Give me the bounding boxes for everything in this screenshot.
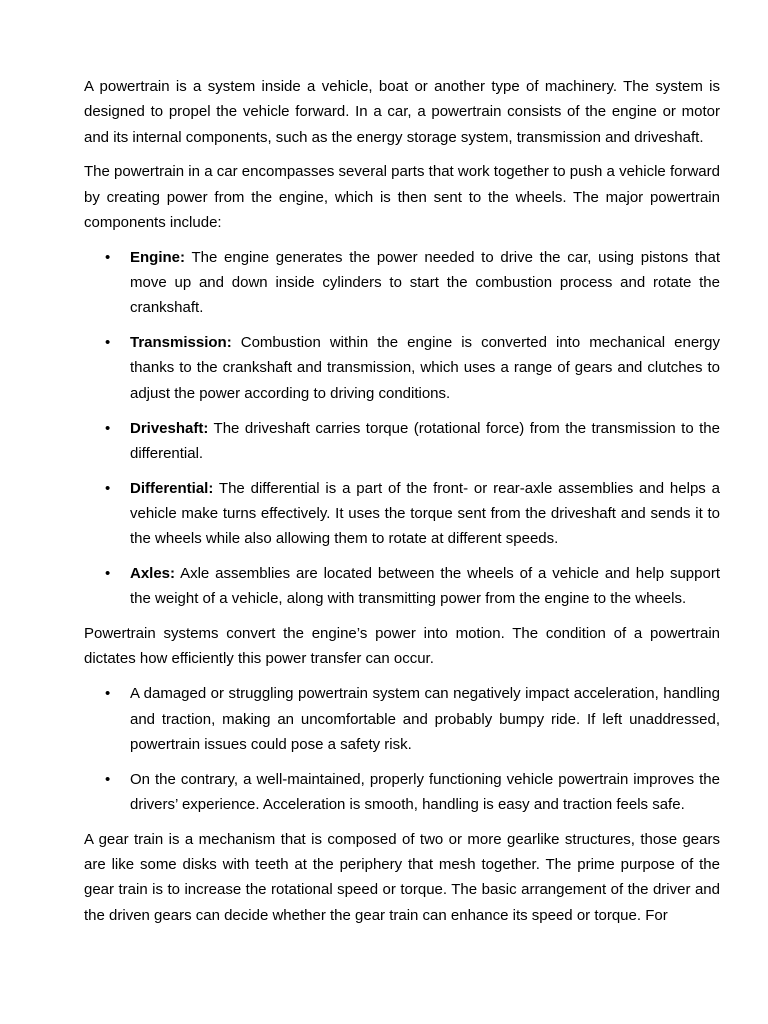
bullet-icon: • (105, 248, 111, 266)
description-engine: The engine generates the power needed to drive the car, using pistons that move up and down inside cylinders to start the combustion process and rotate the crankshaft. (130, 248, 720, 317)
term-axles: Axles: (130, 565, 176, 583)
description-driveshaft: The driveshaft carries torque (rotational force) from the transmission to the differential. (130, 419, 720, 462)
bullet-icon: • (105, 334, 111, 352)
components-intro-paragraph: The powertrain in a car encompasses several parts that work together to push a vehicle forward by creating power from the engine, which is then sent to the wheels. The major powertrain components include: (84, 163, 720, 231)
bullet-icon: • (105, 419, 111, 437)
list-item-axles (84, 561, 720, 612)
bullet-icon: • (105, 685, 111, 703)
document-page (84, 74, 720, 937)
conditions-list (84, 681, 720, 817)
description-transmission: Combustion within the engine is converted into mechanical energy thanks to the crankshaft and transmission, which uses a range of gears and clutches to adjust the power according to driving conditions. (130, 334, 720, 402)
bullet-icon: • (105, 565, 111, 583)
list-item-transmission (84, 330, 720, 406)
list-item-differential (84, 476, 720, 552)
intro-paragraph: A powertrain is a system inside a vehicle, boat or another type of machinery. The system is designed to propel the vehicle forward. In a car, a powertrain consists of the engine or motor and its internal components, such as the energy storage system, transmission and driveshaft. (84, 78, 720, 146)
bullet-icon: • (105, 770, 111, 788)
gear-train-paragraph: A gear train is a mechanism that is composed of two or more gearlike structures, those gears are like some disks with teeth at the periphery that mesh together. The prime purpose of the gear train is to increase the rotational speed or torque. The basic arrangement of the driver and the driven gears can decide whether the gear train can enhance its speed or torque. For (84, 830, 720, 924)
condition-maintained-text: On the contrary, a well-maintained, properly functioning vehicle powertrain improves the drivers’ experience. Acceleration is smooth, handling is easy and traction feels safe. (130, 770, 720, 813)
term-differential: Differential: (130, 479, 214, 497)
list-item-maintained-powertrain (84, 767, 720, 818)
list-item-engine (84, 245, 720, 321)
list-item-damaged-powertrain (84, 681, 720, 757)
power-conversion-paragraph: Powertrain systems convert the engine’s power into motion. The condition of a powertrain dictates how efficiently this power transfer can occur. (84, 625, 720, 668)
term-transmission: Transmission: (130, 334, 232, 352)
components-list (84, 245, 720, 612)
term-driveshaft: Driveshaft: (130, 419, 209, 437)
condition-damaged-text: A damaged or struggling powertrain system can negatively impact acceleration, handling and traction, making an uncomfortable and probably bumpy ride. If left unaddressed, powertrain issues could pose a safety risk. (130, 685, 720, 753)
term-engine: Engine: (130, 248, 185, 266)
description-differential: The differential is a part of the front- or rear-axle assemblies and helps a vehicle make turns effectively. It uses the torque sent from the driveshaft and sends it to the wheels while also allowing them to rotate at different speeds. (130, 479, 720, 548)
list-item-driveshaft (84, 416, 720, 467)
description-axles: Axle assemblies are located between the wheels of a vehicle and help support the weight of a vehicle, along with transmitting power from the engine to the wheels. (130, 565, 720, 608)
bullet-icon: • (105, 479, 111, 497)
